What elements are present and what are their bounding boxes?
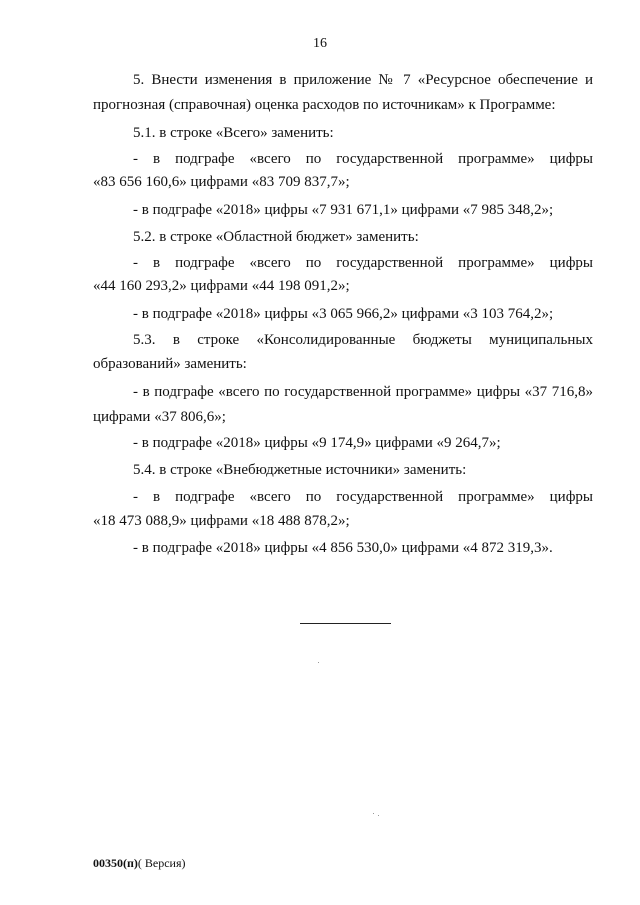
section-5-2-item-1-line-2: «44 160 293,2» цифрами «44 198 091,2»;	[93, 278, 350, 294]
section-5-4-item-1-line-1: - в подграфе «всего по государственной программе» цифры	[133, 489, 593, 505]
section-5-1-item-1-line-2: «83 656 160,6» цифрами «83 709 837,7»;	[93, 174, 350, 190]
section-5-4-item-2: - в подграфе «2018» цифры «4 856 530,0» цифрами «4 872 319,3».	[133, 540, 553, 556]
paragraph-5-line-1: 5. Внести изменения в приложение № 7 «Ресурсное обеспечение и	[133, 72, 593, 88]
scan-speck	[373, 813, 374, 814]
section-5-1-item-1-line-1: - в подграфе «всего по государственной программе» цифры	[133, 151, 593, 167]
section-5-3-heading-line-1: 5.3. в строке «Консолидированные бюджеты муниципальных	[133, 332, 593, 348]
section-5-3-heading-line-2: образований» заменить:	[93, 356, 247, 372]
section-5-3-item-2: - в подграфе «2018» цифры «9 174,9» цифрами «9 264,7»;	[133, 435, 501, 451]
section-5-3-item-1-line-2: цифрами «37 806,6»;	[93, 409, 226, 425]
scan-speck	[318, 662, 319, 663]
section-5-2-heading: 5.2. в строке «Областной бюджет» заменить:	[133, 229, 419, 245]
page-number: 16	[313, 36, 327, 51]
paragraph-5-line-2: прогнозная (справочная) оценка расходов по источникам» к Программе:	[93, 97, 556, 113]
footer-code: 00350(п)	[93, 856, 138, 870]
end-separator-line	[300, 623, 391, 624]
section-5-3-item-1-line-1: - в подграфе «всего по государственной программе» цифры «37 716,8»	[133, 384, 593, 400]
section-5-1-heading: 5.1. в строке «Всего» заменить:	[133, 125, 334, 141]
section-5-1-item-2: - в подграфе «2018» цифры «7 931 671,1» цифрами «7 985 348,2»;	[133, 202, 554, 218]
section-5-2-item-1-line-1: - в подграфе «всего по государственной программе» цифры	[133, 255, 593, 271]
section-5-4-item-1-line-2: «18 473 088,9» цифрами «18 488 878,2»;	[93, 513, 350, 529]
footer-version: ( Версия)	[137, 856, 186, 870]
section-5-2-item-2: - в подграфе «2018» цифры «3 065 966,2» цифрами «3 103 764,2»;	[133, 306, 554, 322]
section-5-4-heading: 5.4. в строке «Внебюджетные источники» заменить:	[133, 462, 467, 478]
scan-speck	[378, 815, 379, 816]
document-footer	[93, 856, 186, 871]
